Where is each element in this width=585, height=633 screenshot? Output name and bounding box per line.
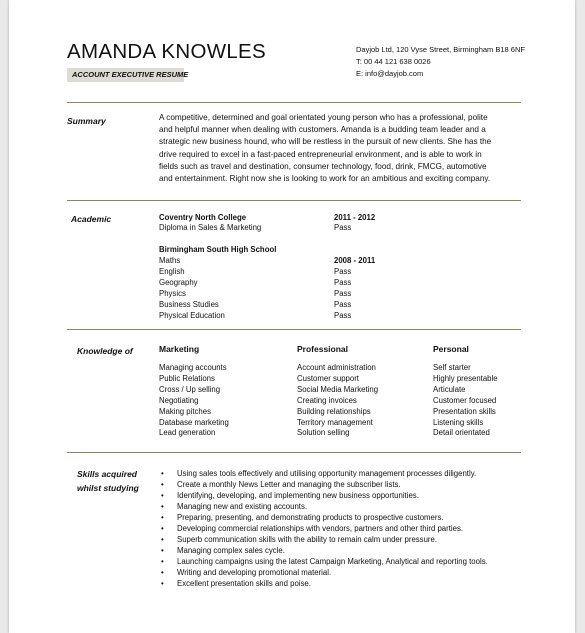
skill-text: Using sales tools effectively and utilising opportunity management processes diligently.: [177, 469, 477, 478]
skill-text: Excellent presentation skills and poise.: [177, 579, 311, 588]
divider: [67, 329, 521, 330]
bullet-icon: •: [161, 480, 164, 489]
list-item: Building relationships: [297, 406, 371, 416]
bullet-icon: •: [161, 513, 164, 522]
summary-line: fields such as travel and destination, consumer technology, food, drink, FMCG, automotive: [159, 161, 487, 171]
subject: Physics: [159, 289, 186, 298]
contact-address: Dayjob Ltd, 120 Vyse Street, Birmingham B18 6NF: [356, 45, 525, 54]
knowledge-column-marketing: [159, 344, 229, 439]
result: Pass: [334, 289, 352, 298]
list-item: [161, 501, 488, 512]
subject: English: [159, 267, 185, 276]
skill-text: Developing commercial relationships with vendors, partners and other third parties.: [177, 524, 464, 533]
list-item: [161, 534, 488, 545]
list-item: Solution selling: [297, 428, 350, 438]
bullet-icon: •: [161, 535, 164, 544]
college-years: 2011 - 2012: [334, 213, 376, 222]
college-name: Coventry North College: [159, 213, 247, 222]
list-item: Public Relations: [159, 373, 215, 383]
list-item: Negotiating: [159, 395, 199, 405]
list-item: Articulate: [433, 384, 466, 394]
section-label-skills: [77, 467, 139, 495]
column-heading: Personal: [433, 344, 469, 354]
subject: Maths: [159, 256, 181, 265]
skill-text: Managing new and existing accounts.: [177, 502, 308, 511]
resume-page: [9, 0, 575, 633]
bullet-icon: •: [161, 524, 164, 533]
list-item: Self starter: [433, 363, 471, 372]
bullet-icon: •: [161, 579, 164, 588]
list-item: Database marketing: [159, 417, 229, 427]
list-item: Creating invoices: [297, 395, 357, 405]
list-item: Account administration: [297, 363, 376, 372]
skills-list: [161, 468, 488, 589]
list-item: Listening skills: [433, 417, 484, 427]
result: Pass: [334, 267, 352, 276]
subject: Physical Education: [159, 311, 225, 320]
summary-line: A competitive, determined and goal orientated young person who has a professional, polite: [159, 113, 488, 122]
bullet-icon: •: [161, 546, 164, 555]
list-item: [161, 556, 488, 567]
list-item: Customer focused: [433, 395, 497, 405]
list-item: [161, 512, 488, 523]
bullet-icon: •: [161, 491, 164, 500]
summary-text: [159, 112, 491, 185]
list-item: Detail orientated: [433, 428, 490, 438]
knowledge-column-professional: [297, 344, 378, 439]
result: Pass: [334, 300, 352, 309]
subject: Geography: [159, 278, 198, 287]
skills-label-line: whilst studying: [77, 483, 139, 493]
resume-subtitle: ACCOUNT EXECUTIVE RESUME: [72, 70, 189, 79]
summary-line: and helpful manner when dealing with customers. Amanda is a budding team leader and a: [159, 125, 486, 135]
skill-text: Preparing, presenting, and demonstrating products to prospective customers.: [177, 513, 444, 522]
list-item: Territory management: [297, 417, 373, 427]
section-label-academic: Academic: [71, 214, 112, 224]
skill-text: Managing complex sales cycle.: [177, 546, 285, 555]
college-result: Pass: [334, 223, 352, 232]
skill-text: Writing and developing promotional material.: [177, 568, 332, 577]
list-item: [161, 468, 488, 479]
bullet-icon: •: [161, 557, 164, 566]
result: Pass: [334, 278, 352, 287]
summary-line: and entertainment. Right now she is looking to work for an ambitious and exciting company.: [159, 174, 491, 184]
list-item: Cross / Up selling: [159, 384, 221, 394]
list-item: Managing accounts: [159, 363, 227, 372]
bullet-icon: •: [161, 568, 164, 577]
list-item: Lead generation: [159, 428, 216, 438]
school-name: Birmingham South High School: [159, 245, 277, 254]
school-subjects: [159, 255, 225, 321]
list-item: [161, 490, 488, 501]
result: Pass: [334, 311, 352, 320]
school-results: [334, 255, 375, 321]
section-label-knowledge: Knowledge of: [77, 346, 133, 356]
list-item: [161, 567, 488, 578]
contact-phone: T: 00 44 121 638 0026: [356, 57, 431, 66]
candidate-name: AMANDA KNOWLES: [67, 40, 266, 63]
college-course: Diploma in Sales & Marketing: [159, 223, 262, 232]
column-heading: Professional: [297, 344, 349, 354]
list-item: Social Media Marketing: [297, 384, 379, 394]
skill-text: Launching campaigns using the latest Campaign Marketing, Analytical and reporting tools.: [177, 557, 488, 566]
bullet-icon: •: [161, 469, 164, 478]
school-years: 2008 - 2011: [334, 256, 376, 265]
list-item: Customer support: [297, 373, 359, 383]
list-item: Highly presentable: [433, 373, 498, 383]
list-item: [161, 578, 488, 589]
skill-text: Create a monthly News Letter and managing the subscriber lists.: [177, 480, 401, 489]
list-item: Presentation skills: [433, 406, 496, 416]
divider: [67, 452, 521, 453]
list-item: Making pitches: [159, 406, 212, 416]
divider: [67, 200, 521, 201]
subject: Business Studies: [159, 300, 219, 309]
column-heading: Marketing: [159, 344, 200, 354]
knowledge-column-personal: [433, 344, 498, 439]
list-item: [161, 479, 488, 490]
summary-line: strategic new business hound, who will be restless in the pursuit of new clients. She has the: [159, 137, 492, 147]
divider: [67, 102, 521, 103]
summary-line: drive required to excel in a fast-paced entrepreneurial environment, and is able to work in: [159, 149, 482, 159]
contact-email: E: info@dayjob.com: [356, 69, 424, 78]
list-item: [161, 523, 488, 534]
skill-text: Superb communication skills with the ability to remain calm under pressure.: [177, 535, 438, 544]
skills-label-line: Skills acquired: [77, 469, 137, 479]
skill-text: Identifying, developing, and implementing new business opportunities.: [177, 491, 419, 500]
bullet-icon: •: [161, 502, 164, 511]
list-item: [161, 545, 488, 556]
section-label-summary: Summary: [67, 116, 106, 126]
